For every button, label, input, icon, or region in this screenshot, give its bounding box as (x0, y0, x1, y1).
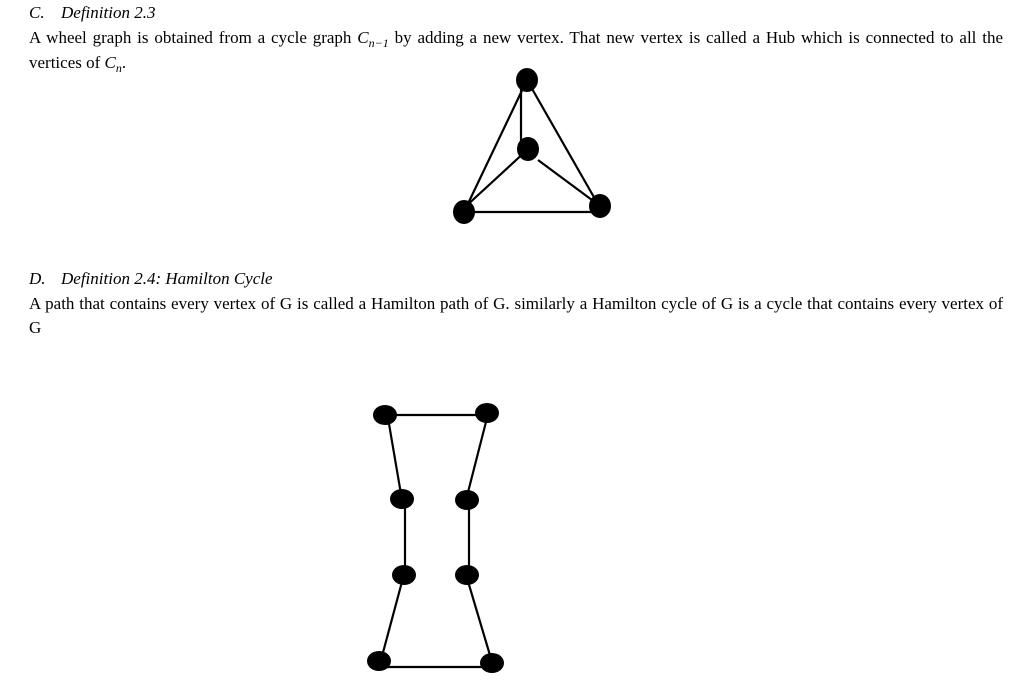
graph-edge (381, 578, 403, 660)
graph-vertex (475, 403, 499, 423)
graph-edge (388, 418, 402, 500)
paragraph-text: . (121, 53, 127, 72)
graph-vertex (517, 137, 539, 161)
graph-vertex (453, 200, 475, 224)
math-subscript: n−1 (368, 36, 389, 50)
graph-vertex (455, 490, 479, 510)
graph-vertex (455, 565, 479, 585)
paragraph-text: A wheel graph is obtained from a cycle graph (29, 28, 358, 47)
graph-edge (466, 418, 487, 500)
wheel-graph-figure (453, 68, 611, 224)
math-symbol: C (357, 28, 369, 47)
graph-vertex (373, 405, 397, 425)
definition-2-4-paragraph (29, 292, 1003, 340)
hamilton-graph-figure (367, 403, 504, 673)
definition-2-4-heading (29, 269, 273, 289)
graph-vertex (480, 653, 504, 673)
graph-vertex (392, 565, 416, 585)
graph-vertex (516, 68, 538, 92)
graph-vertex (589, 194, 611, 218)
graph-edge (467, 578, 492, 662)
math-symbol: C (104, 53, 116, 72)
graph-vertex (390, 489, 414, 509)
paragraph-text: A path that contains every vertex of G is called a Hamilton path of G. similarly a Hamilton cycle of G is a cycle that contains every vertex of G (29, 294, 1003, 337)
graph-edge (527, 80, 599, 206)
graph-vertex (367, 651, 391, 671)
section-title: Definition 2.3 (61, 3, 156, 22)
graph-edge (538, 160, 596, 203)
paragraph-text: by adding a new vertex. That new vertex is called a Hub which is connected to all the vertices of (29, 28, 1003, 72)
section-title: Definition 2.4: Hamilton Cycle (61, 269, 273, 288)
graph-edge (464, 150, 527, 208)
math-subscript: n (115, 61, 122, 75)
section-number: D. (29, 269, 46, 288)
section-number: C. (29, 3, 45, 22)
